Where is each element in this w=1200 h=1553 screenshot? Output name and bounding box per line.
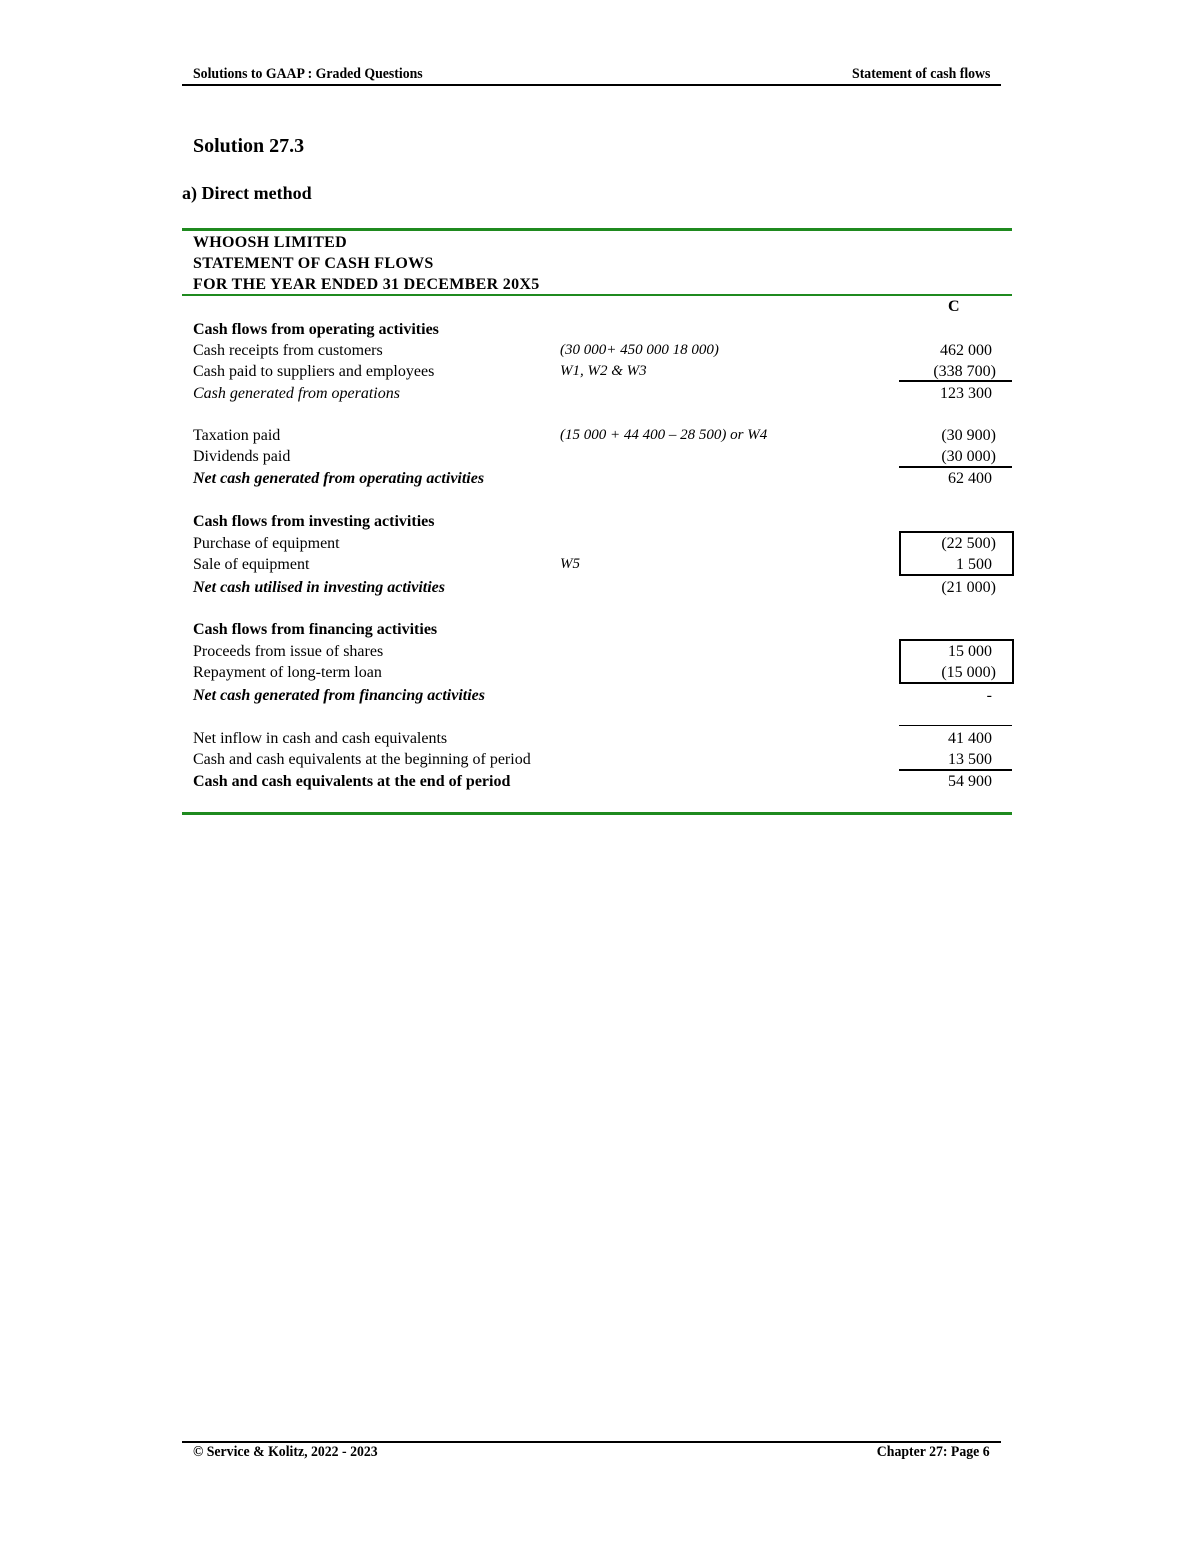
section-title: a) Direct method <box>182 183 312 203</box>
company-name: WHOOSH LIMITED <box>193 234 348 251</box>
statement-title: STATEMENT OF CASH FLOWS <box>193 255 434 272</box>
statement-row <box>0 361 1200 382</box>
statement-title-rule <box>182 294 1012 296</box>
row-label: Net cash utilised in investing activities <box>193 579 445 596</box>
row-value: (338 700) <box>933 363 996 380</box>
row-label: Purchase of equipment <box>193 535 340 552</box>
footer-page-number: Chapter 27: Page 6 <box>877 1444 990 1460</box>
subtotal-underline <box>899 380 1012 382</box>
row-label: Cash generated from operations <box>193 385 400 402</box>
row-value: 15 000 <box>948 643 992 660</box>
footer-copyright: © Service & Kolitz, 2022 - 2023 <box>193 1444 378 1460</box>
row-label: Cash and cash equivalents at the beginning of period <box>193 751 531 768</box>
investing-heading-row <box>0 511 1200 532</box>
row-value: (22 500) <box>941 535 996 552</box>
row-label: Cash receipts from customers <box>193 342 383 359</box>
row-label: Proceeds from issue of shares <box>193 643 384 660</box>
row-note: W5 <box>560 556 580 572</box>
operating-heading: Cash flows from operating activities <box>193 321 439 338</box>
statement-row <box>0 533 1200 554</box>
statement-row <box>0 749 1200 770</box>
row-label: Sale of equipment <box>193 556 310 573</box>
header-book-title: Solutions to GAAP : Graded Questions <box>193 66 423 82</box>
statement-row <box>0 554 1200 575</box>
financing-heading: Cash flows from financing activities <box>193 621 438 638</box>
statement-row <box>0 468 1200 489</box>
statement-row <box>0 685 1200 706</box>
row-label: Taxation paid <box>193 427 281 444</box>
statement-top-rule <box>182 228 1012 231</box>
investing-heading: Cash flows from investing activities <box>193 513 435 530</box>
statement-row <box>0 425 1200 446</box>
row-value: (30 000) <box>941 448 996 465</box>
statement-row <box>0 641 1200 662</box>
footer-rule <box>182 1441 1001 1443</box>
statement-row <box>0 728 1200 749</box>
financing-heading-row <box>0 619 1200 640</box>
summary-overline <box>899 725 1012 726</box>
statement-row <box>0 383 1200 404</box>
row-value: 62 400 <box>948 470 992 487</box>
operating-heading-row <box>0 319 1200 340</box>
row-value: 123 300 <box>940 385 992 402</box>
row-label: Net cash generated from operating activities <box>193 470 485 487</box>
statement-row <box>0 771 1200 792</box>
row-note: W1, W2 & W3 <box>560 363 647 379</box>
statement-bottom-rule <box>182 812 1012 815</box>
row-label: Repayment of long-term loan <box>193 664 382 681</box>
row-value: 1 500 <box>956 556 992 573</box>
statement-row <box>0 662 1200 683</box>
row-label: Dividends paid <box>193 448 291 465</box>
row-label: Net inflow in cash and cash equivalents <box>193 730 448 747</box>
row-value: 41 400 <box>948 730 992 747</box>
statement-period: FOR THE YEAR ENDED 31 DECEMBER 20X5 <box>193 276 540 293</box>
header-chapter-title: Statement of cash flows <box>851 66 990 82</box>
currency-column-header: C <box>948 298 960 315</box>
row-label: Net cash generated from financing activities <box>193 687 485 704</box>
row-label: Cash paid to suppliers and employees <box>193 363 435 380</box>
row-value: 462 000 <box>940 342 992 359</box>
row-value: - <box>986 687 992 704</box>
row-value: 13 500 <box>948 751 992 768</box>
row-note: (30 000+ 450 000 18 000) <box>560 342 719 358</box>
statement-row <box>0 340 1200 361</box>
row-label: Cash and cash equivalents at the end of period <box>193 773 511 790</box>
row-value: (15 000) <box>941 664 996 681</box>
row-value: 54 900 <box>948 773 992 790</box>
statement-row <box>0 446 1200 467</box>
row-value: (30 900) <box>941 427 996 444</box>
row-value: (21 000) <box>941 579 996 596</box>
header-rule <box>182 84 1001 86</box>
solution-title: Solution 27.3 <box>193 135 305 157</box>
statement-row <box>0 577 1200 598</box>
row-note: (15 000 + 44 400 – 28 500) or W4 <box>560 427 768 443</box>
